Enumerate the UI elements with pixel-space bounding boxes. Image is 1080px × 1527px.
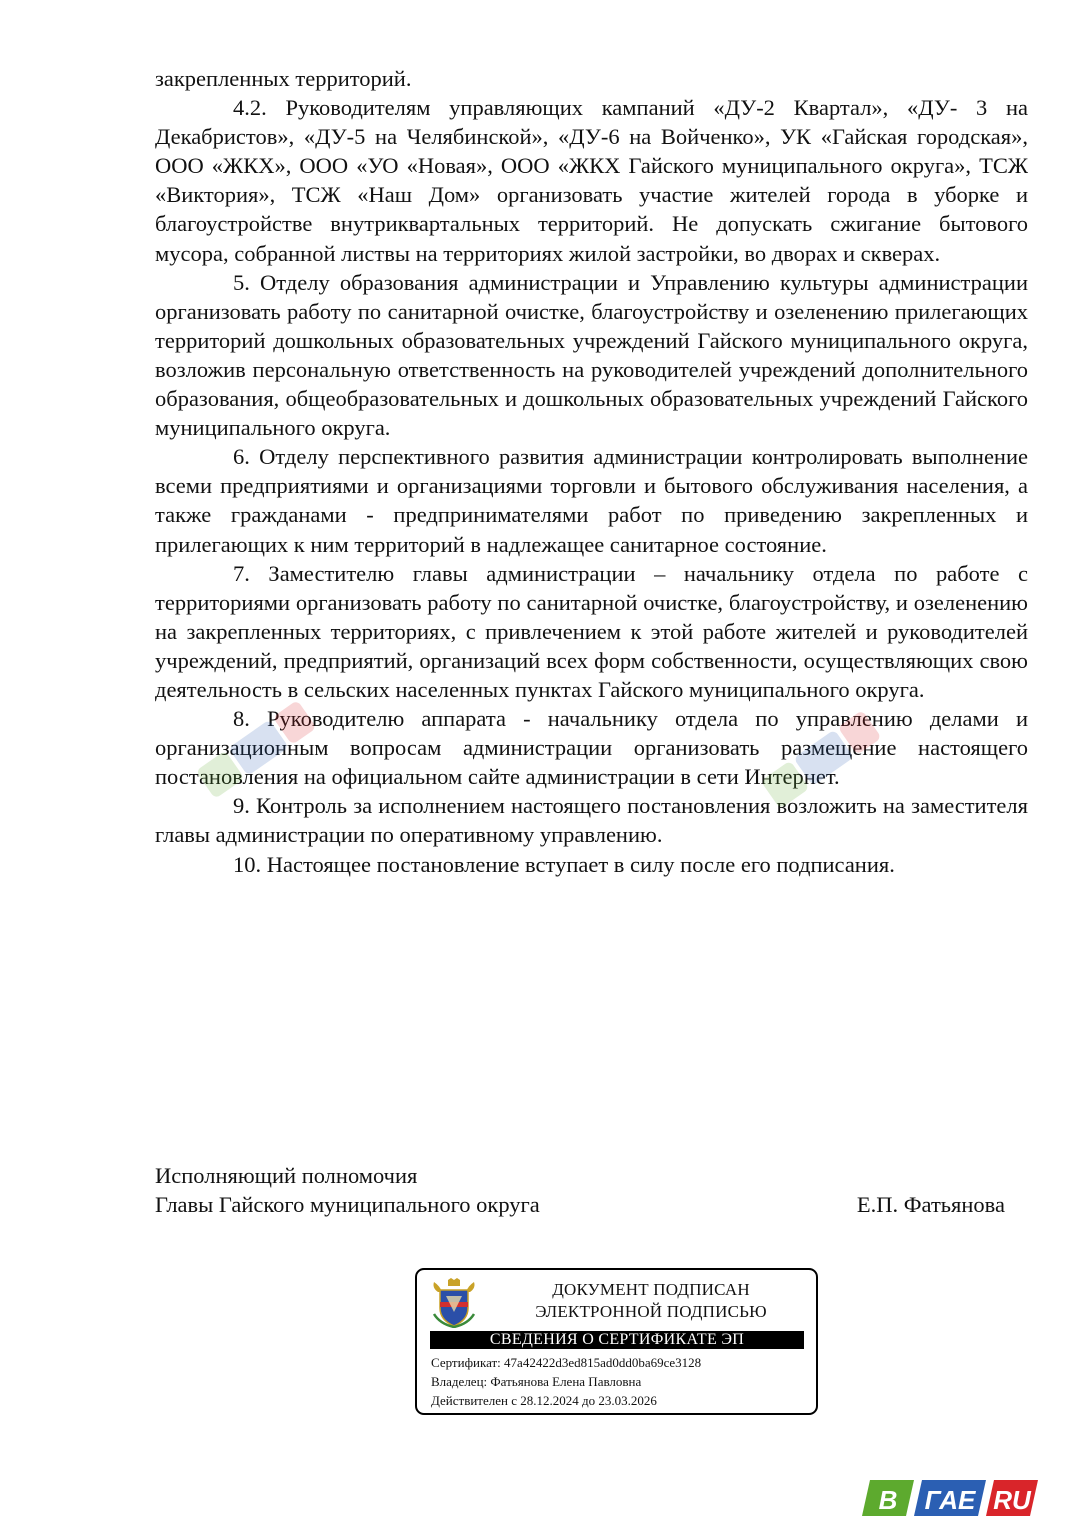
paragraph-7: 7. Заместителю главы администрации – начальнику отдела по работе с территориями организовать работу по санитарной очистке, благоустройству, и озеленению на закрепленных территориях, с привлечением к этой работе жителей и руководителей учреждений, предприятий, организаций всех форм собственности, осуществляющих свою деятельность в сельских населенных пунктах Гайского муниципального округа. xyxy=(155,560,1028,702)
logo-part-1: В xyxy=(878,1485,898,1515)
stamp-title xyxy=(487,1279,815,1323)
site-logo xyxy=(862,1478,1042,1518)
signer-name: Е.П. Фатьянова xyxy=(856,1192,1005,1217)
certificate-validity: Действителен с 28.12.2024 до 23.03.2026 xyxy=(431,1393,657,1408)
logo-part-3: RU xyxy=(993,1485,1031,1515)
paragraph-8: 8. Руководителю аппарата - начальнику отдела по управлению делами и организационным вопросам администрации организовать размещение настоящего постановления на официальном сайте администрации в сети Интернет. xyxy=(155,706,1028,790)
signature-title-line2: Главы Гайского муниципального округа xyxy=(155,1192,540,1217)
certificate-header-bar: СВЕДЕНИЯ О СЕРТИФИКАТЕ ЭП xyxy=(430,1331,804,1349)
paragraph-9: 9. Контроль за исполнением настоящего постановления возложить на заместителя главы администрации по оперативному управлению. xyxy=(155,793,1028,848)
signature-title-line1: Исполняющий полномочия xyxy=(155,1163,418,1188)
logo-part-2: ГАЕ xyxy=(924,1485,976,1515)
signature-block xyxy=(155,1161,1005,1219)
paragraph-continuation: закрепленных территорий. xyxy=(155,66,412,91)
stamp-title-line2: ЭЛЕКТРОННОЙ ПОДПИСЬЮ xyxy=(535,1302,767,1321)
certificate-number: Сертификат: 47a42422d3ed815ad0dd0ba69ce3128 xyxy=(431,1355,702,1370)
paragraph-4-2: 4.2. Руководителям управляющих кампаний «ДУ-2 Квартал», «ДУ- 3 на Декабристов», «ДУ-5 на Челябинской», «ДУ-6 на Войченко», УК «Гайская городская», ООО «ЖКХ», ООО «УО «Новая», ООО «ЖКХ Гайского муниципального округа», ТСЖ «Виктория», ТСЖ «Наш Дом» организовать участие жителей города в уборке и благоустройстве внутриквартальных территорий. Не допускать сжигание бытового мусора, собранной листвы на территориях жилой застройки, во дворах и скверах. xyxy=(155,95,1028,266)
paragraph-10: 10. Настоящее постановление вступает в силу после его подписания. xyxy=(233,851,895,877)
coat-of-arms-icon xyxy=(430,1278,478,1328)
electronic-signature-stamp xyxy=(415,1268,818,1415)
stamp-title-line1: ДОКУМЕНТ ПОДПИСАН xyxy=(552,1280,750,1299)
certificate-owner: Владелец: Фатьянова Елена Павловна xyxy=(431,1374,642,1389)
site-logo-graphic xyxy=(862,1478,1042,1518)
certificate-info xyxy=(431,1353,811,1410)
document-body xyxy=(155,64,1028,879)
paragraph-6: 6. Отделу перспективного развития администрации контролировать выполнение всеми предприятиями и организациями торговли и бытового обслуживания населения, а также гражданами - предпринимателями работ по приведению закрепленных и прилегающих к ним территорий в надлежащее санитарное состояние. xyxy=(155,444,1028,557)
paragraph-5: 5. Отделу образования администрации и Управлению культуры администрации организовать работу по санитарной очистке, благоустройству и озеленению прилегающих территорий дошкольных образовательных учреждений Гайского муниципального округа, возложив персональную ответственность на руководителей учреждений дополнительного образования, общеобразовательных и дошкольных образовательных учреждений Гайского муниципального округа. xyxy=(155,269,1028,441)
